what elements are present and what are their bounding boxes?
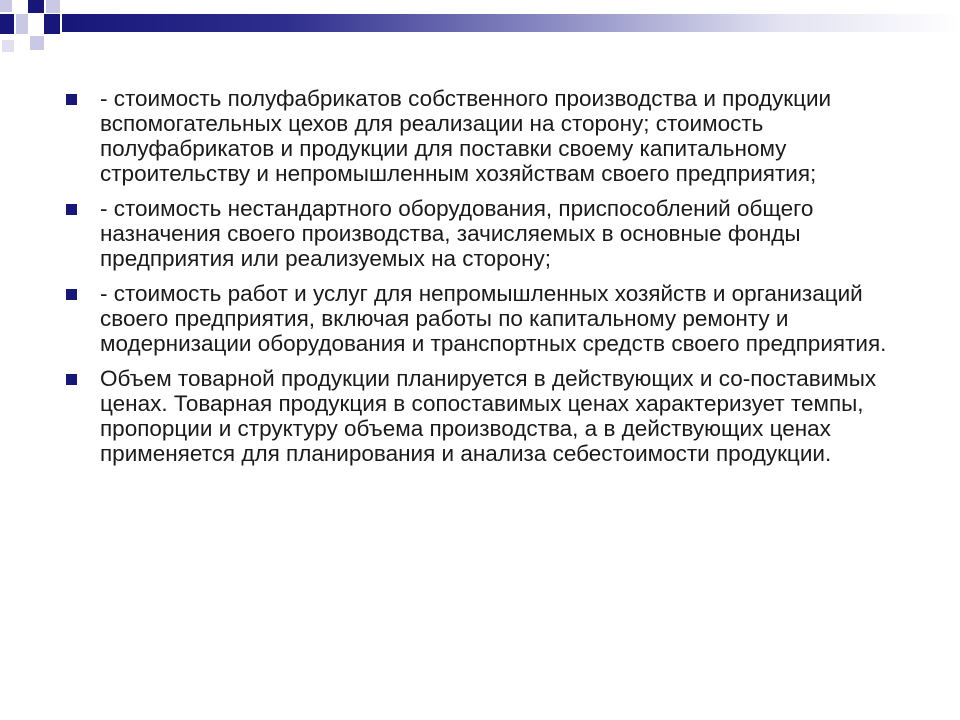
bullet-text: Объем товарной продукции планируется в действующих и со-поставимых ценах. Товарная продукция в сопоставимых ценах характеризует темпы, пропорции и структуру объема производства, а в действующих ценах применяется для планирования и анализа себестоимости продукции. — [100, 366, 877, 466]
decor-square-light — [2, 40, 14, 52]
square-bullet-icon — [66, 374, 77, 385]
decor-square-light — [46, 0, 60, 13]
bullet-item — [66, 196, 906, 271]
bullet-text: - стоимость полуфабрикатов собственного производства и продукции вспомогательных цехов для реализации на сторону; стоимость полуфабрикатов и продукции для поставки своему капитальному строительству и непромышленным хозяйствам своего предприятия; — [100, 86, 832, 186]
decor-square-dark — [28, 0, 44, 13]
decor-square-light — [16, 14, 28, 34]
bullet-text: - стоимость нестандартного оборудования, приспособлений общего назначения своего производства, зачисляемых в основные фонды предприятия или реализуемых на сторону; — [100, 196, 814, 271]
decor-square-dark — [44, 14, 60, 34]
bullet-item — [66, 366, 906, 466]
slide-content — [66, 86, 906, 476]
bullet-text: - стоимость работ и услуг для непромышленных хозяйств и организаций своего предприятия, включая работы по капитальному ремонту и модернизации оборудования и транспортных средств своего предприятия. — [100, 281, 887, 356]
bullet-item — [66, 86, 906, 186]
header-decoration — [0, 0, 960, 60]
square-bullet-icon — [66, 204, 77, 215]
decor-square-light — [0, 0, 12, 12]
header-gradient-bar — [62, 14, 960, 32]
square-bullet-icon — [66, 94, 77, 105]
decor-square-light — [30, 36, 44, 50]
decor-square-dark — [0, 14, 14, 34]
bullet-item — [66, 281, 906, 356]
square-bullet-icon — [66, 289, 77, 300]
